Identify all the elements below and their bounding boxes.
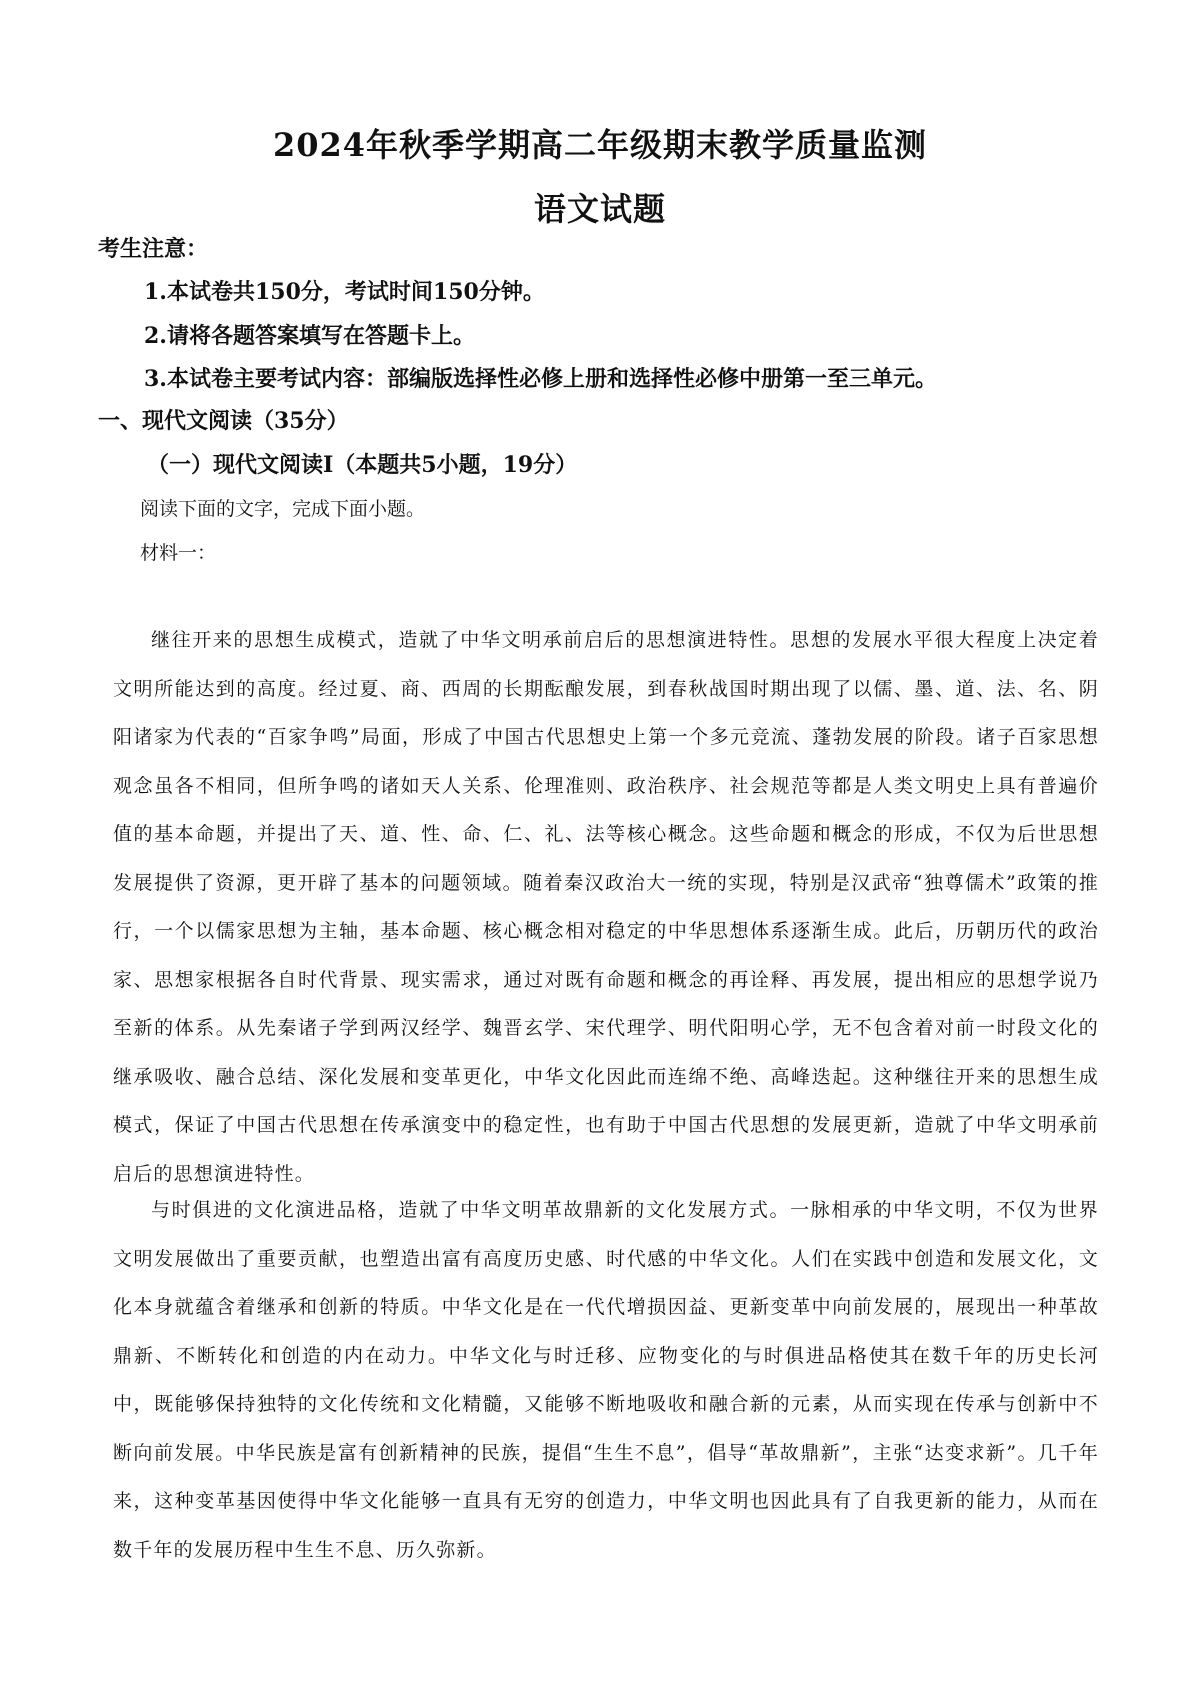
notice-item: 2.请将各题答案填写在答题卡上。 (144, 323, 475, 349)
section-heading: 一、现代文阅读（35分） (98, 408, 349, 434)
notice-heading: 考生注意： (98, 236, 209, 262)
passage-paragraph: 继往开来的思想生成模式，造就了中华文明承前启后的思想演进特性。思想的发展水平很大程度上决定着文明所能达到的高度。经过夏、商、西周的长期酝酿发展，到春秋战国时期出现了以儒、墨、道、法、名、阴阳诸家为代表的“百家争鸣”局面，形成了中国古代思想史上第一个多元竞流、蓬勃发展的阶段。诸子百家思想观念虽各不相同，但所争鸣的诸如天人关系、伦理准则、政治秩序、社会规范等都是人类文明史上具有普遍价值的基本命题，并提出了天、道、性、命、仁、礼、法等核心概念。这些命题和概念的形成，不仅为后世思想发展提供了资源，更开辟了基本的问题领域。随着秦汉政治大一统的实现，特别是汉武帝“独尊儒术”政策的推行，一个以儒家思想为主轴，基本命题、核心概念相对稳定的中华思想体系逐渐生成。此后，历朝历代的政治家、思想家根据各自时代背景、现实需求，通过对既有命题和概念的再诠释、再发展，提出相应的思想学说乃至新的体系。从先秦诸子学到两汉经学、魏晋玄学、宋代理学、明代阳明心学，无不包含着对前一时段文化的继承吸收、融合总结、深化发展和变革更化，中华文化因此而连绵不绝、高峰迭起。这种继往开来的思想生成模式，保证了中国古代思想在传承演变中的稳定性，也有助于中国古代思想的发展更新，造就了中华文明承前启后的思想演进特性。 (113, 629, 1099, 1185)
reading-instruction: 阅读下面的文字，完成下面小题。 (140, 498, 426, 520)
section-subheading: （一）现代文阅读Ⅰ（本题共5小题，19分） (147, 452, 578, 478)
notice-item: 1.本试卷共150分，考试时间150分钟。 (144, 279, 545, 305)
passage-paragraph: 与时俱进的文化演进品格，造就了中华文明革故鼎新的文化发展方式。一脉相承的中华文明，不仅为世界文明发展做出了重要贡献，也塑造出富有高度历史感、时代感的中华文化。人们在实践中创造和发展文化，文化本身就蕴含着继承和创新的特质。中华文化是在一代代增损因益、更新变革中向前发展的，展现出一种革故鼎新、不断转化和创造的内在动力。中华文化与时迁移、应物变化的与时俱进品格使其在数千年的历史长河中，既能够保持独特的文化传统和文化精髓，又能够不断地吸收和融合新的元素，从而实现在传承与创新中不断向前发展。中华民族是富有创新精神的民族，提倡“生生不息”，倡导“革故鼎新”，主张“达变求新”。几千年来，这种变革基因使得中华文化能够一直具有无穷的创造力，中华文明也因此具有了自我更新的能力，从而在数千年的发展历程中生生不息、历久弥新。 (113, 1199, 1099, 1561)
material-label: 材料一： (140, 542, 217, 564)
exam-subtitle: 语文试题 (533, 190, 666, 228)
exam-title: 2024年秋季学期高二年级期末教学质量监测 (272, 126, 928, 164)
notice-item: 3.本试卷主要考试内容：部编版选择性必修上册和选择性必修中册第一至三单元。 (144, 366, 937, 392)
